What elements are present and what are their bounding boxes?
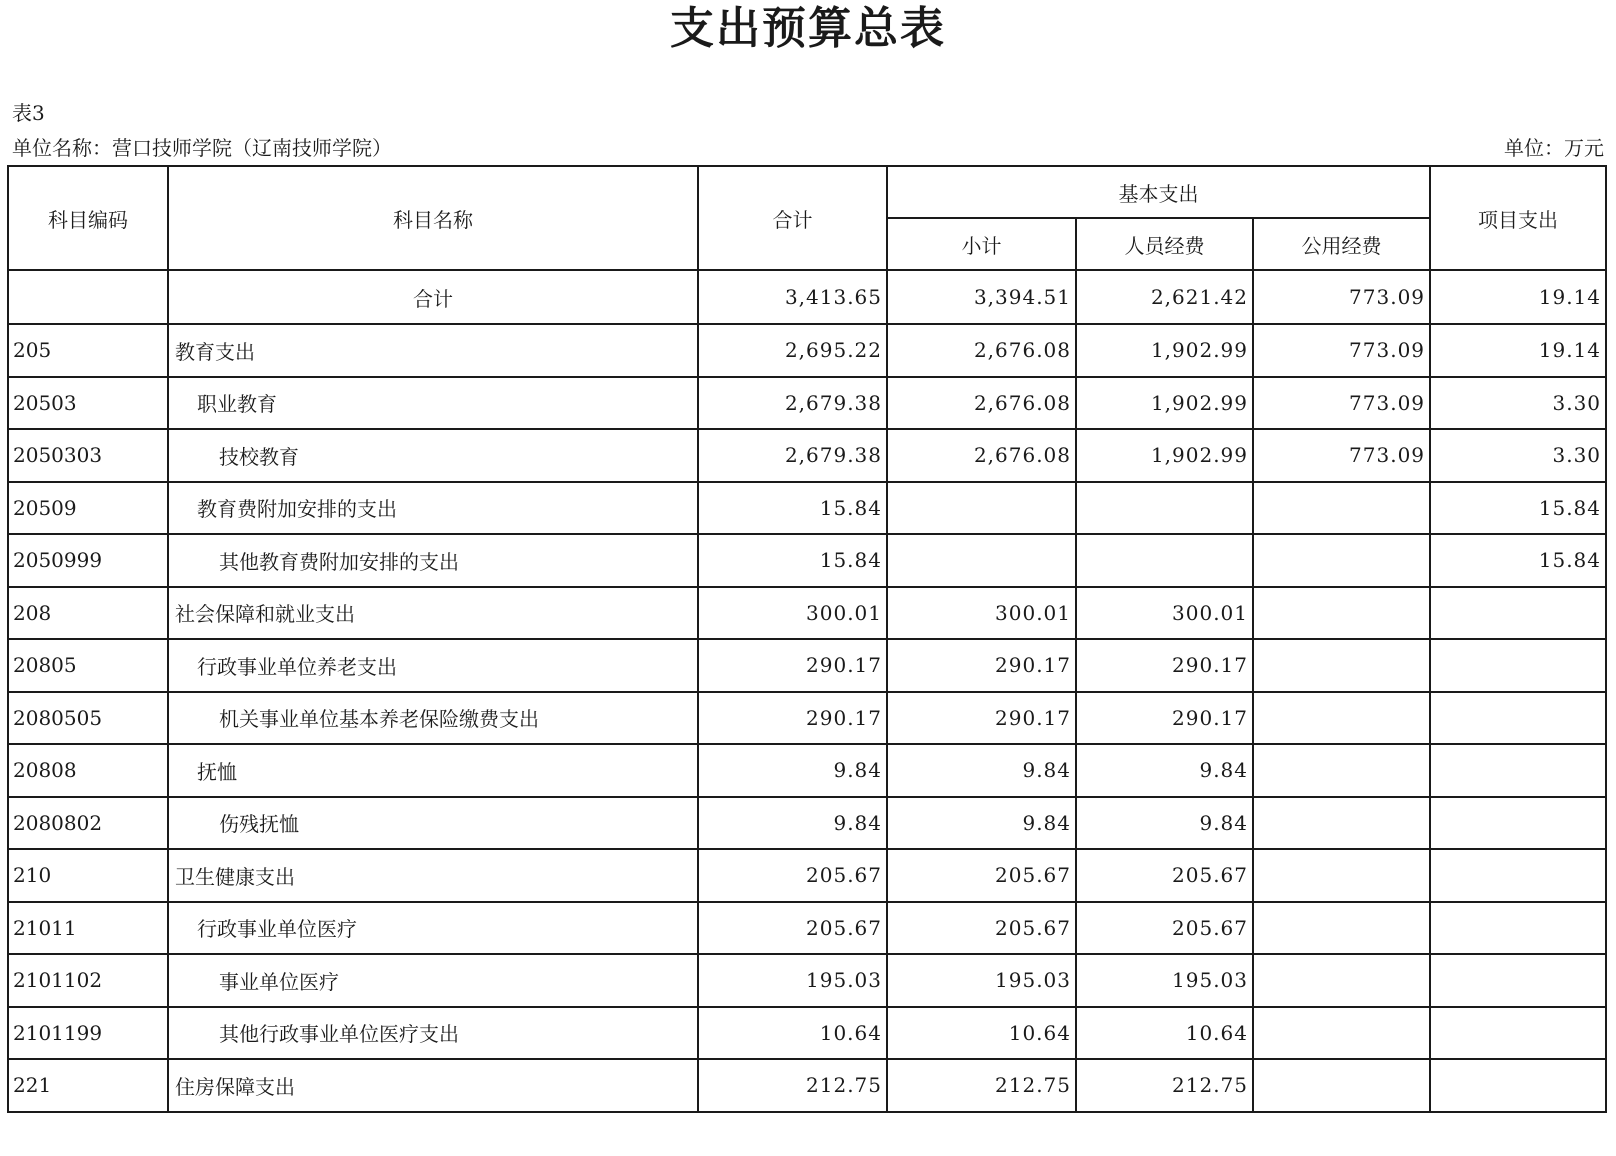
row-subtotal-cell: 2,676.08 bbox=[887, 324, 1076, 377]
header-basic: 基本支出 bbox=[887, 166, 1430, 218]
row-personnel-cell bbox=[1076, 482, 1253, 535]
row-code-cell: 21011 bbox=[8, 902, 168, 955]
row-code-cell: 221 bbox=[8, 1059, 168, 1112]
row-project-cell bbox=[1430, 954, 1606, 1007]
table-row bbox=[8, 534, 1606, 587]
table-row bbox=[8, 429, 1606, 482]
row-total-cell: 3,413.65 bbox=[698, 270, 887, 324]
row-project-cell bbox=[1430, 744, 1606, 797]
currency-unit: 单位：万元 bbox=[1504, 136, 1604, 160]
row-personnel-cell: 2,621.42 bbox=[1076, 270, 1253, 324]
row-total-cell: 2,695.22 bbox=[698, 324, 887, 377]
row-name-cell: 机关事业单位基本养老保险缴费支出 bbox=[168, 692, 698, 745]
row-code-cell: 20805 bbox=[8, 639, 168, 692]
row-code-cell: 20503 bbox=[8, 377, 168, 430]
row-public-cell bbox=[1253, 692, 1430, 745]
row-subtotal-cell: 2,676.08 bbox=[887, 429, 1076, 482]
row-personnel-cell: 205.67 bbox=[1076, 902, 1253, 955]
row-subtotal-cell: 290.17 bbox=[887, 639, 1076, 692]
row-code-cell: 2080802 bbox=[8, 797, 168, 850]
row-subtotal-cell: 205.67 bbox=[887, 902, 1076, 955]
row-code-cell: 20808 bbox=[8, 744, 168, 797]
table-row bbox=[8, 377, 1606, 430]
row-total-cell: 15.84 bbox=[698, 534, 887, 587]
row-total-cell: 205.67 bbox=[698, 849, 887, 902]
row-total-cell: 9.84 bbox=[698, 744, 887, 797]
row-public-cell bbox=[1253, 1007, 1430, 1060]
row-project-cell bbox=[1430, 902, 1606, 955]
row-personnel-cell: 1,902.99 bbox=[1076, 377, 1253, 430]
page-title: 支出预算总表 bbox=[670, 3, 946, 54]
row-project-cell bbox=[1430, 692, 1606, 745]
row-project-cell bbox=[1430, 849, 1606, 902]
header-code: 科目编码 bbox=[8, 166, 168, 270]
row-code-cell: 2050303 bbox=[8, 429, 168, 482]
row-personnel-cell: 300.01 bbox=[1076, 587, 1253, 640]
row-subtotal-cell bbox=[887, 482, 1076, 535]
row-name-cell: 职业教育 bbox=[168, 377, 698, 430]
unit-name: 单位名称：营口技师学院（辽南技师学院） bbox=[12, 136, 392, 160]
row-total-cell: 2,679.38 bbox=[698, 377, 887, 430]
row-personnel-cell: 10.64 bbox=[1076, 1007, 1253, 1060]
table-row bbox=[8, 954, 1606, 1007]
header-subtotal: 小计 bbox=[887, 218, 1076, 270]
row-name-cell: 伤残抚恤 bbox=[168, 797, 698, 850]
row-subtotal-cell: 205.67 bbox=[887, 849, 1076, 902]
table-row bbox=[8, 1007, 1606, 1060]
row-personnel-cell bbox=[1076, 534, 1253, 587]
table-row bbox=[8, 849, 1606, 902]
row-public-cell bbox=[1253, 1059, 1430, 1112]
row-total-cell: 290.17 bbox=[698, 692, 887, 745]
row-public-cell bbox=[1253, 744, 1430, 797]
row-total-cell: 300.01 bbox=[698, 587, 887, 640]
header-personnel: 人员经费 bbox=[1076, 218, 1253, 270]
row-project-cell bbox=[1430, 639, 1606, 692]
row-personnel-cell: 212.75 bbox=[1076, 1059, 1253, 1112]
row-name-cell: 抚恤 bbox=[168, 744, 698, 797]
row-personnel-cell: 9.84 bbox=[1076, 797, 1253, 850]
row-public-cell: 773.09 bbox=[1253, 324, 1430, 377]
table-row bbox=[8, 324, 1606, 377]
table-number: 表3 bbox=[12, 101, 45, 125]
row-code-cell: 20509 bbox=[8, 482, 168, 535]
table-row bbox=[8, 587, 1606, 640]
row-subtotal-cell: 9.84 bbox=[887, 744, 1076, 797]
row-code-cell: 2080505 bbox=[8, 692, 168, 745]
table-header bbox=[8, 166, 1606, 270]
row-project-cell: 3.30 bbox=[1430, 377, 1606, 430]
row-public-cell bbox=[1253, 849, 1430, 902]
row-public-cell bbox=[1253, 482, 1430, 535]
table-row bbox=[8, 902, 1606, 955]
row-name-cell: 其他教育费附加安排的支出 bbox=[168, 534, 698, 587]
row-public-cell bbox=[1253, 639, 1430, 692]
row-total-cell: 290.17 bbox=[698, 639, 887, 692]
table-row bbox=[8, 692, 1606, 745]
row-name-cell: 社会保障和就业支出 bbox=[168, 587, 698, 640]
row-total-cell: 212.75 bbox=[698, 1059, 887, 1112]
row-project-cell: 19.14 bbox=[1430, 270, 1606, 324]
row-total-cell: 15.84 bbox=[698, 482, 887, 535]
row-personnel-cell: 195.03 bbox=[1076, 954, 1253, 1007]
row-subtotal-cell: 290.17 bbox=[887, 692, 1076, 745]
row-subtotal-cell: 10.64 bbox=[887, 1007, 1076, 1060]
row-personnel-cell: 1,902.99 bbox=[1076, 429, 1253, 482]
row-name-cell: 住房保障支出 bbox=[168, 1059, 698, 1112]
row-public-cell bbox=[1253, 902, 1430, 955]
row-project-cell bbox=[1430, 1059, 1606, 1112]
row-name-cell: 教育费附加安排的支出 bbox=[168, 482, 698, 535]
row-public-cell bbox=[1253, 954, 1430, 1007]
row-project-cell: 15.84 bbox=[1430, 482, 1606, 535]
row-total-cell: 9.84 bbox=[698, 797, 887, 850]
row-name-cell: 行政事业单位养老支出 bbox=[168, 639, 698, 692]
row-name-cell: 技校教育 bbox=[168, 429, 698, 482]
row-personnel-cell: 9.84 bbox=[1076, 744, 1253, 797]
table-row bbox=[8, 744, 1606, 797]
row-code-cell: 210 bbox=[8, 849, 168, 902]
row-public-cell: 773.09 bbox=[1253, 270, 1430, 324]
row-subtotal-cell bbox=[887, 534, 1076, 587]
row-subtotal-cell: 300.01 bbox=[887, 587, 1076, 640]
table-row bbox=[8, 639, 1606, 692]
row-project-cell: 15.84 bbox=[1430, 534, 1606, 587]
row-name-cell: 行政事业单位医疗 bbox=[168, 902, 698, 955]
row-name-cell: 合计 bbox=[168, 270, 698, 324]
row-total-cell: 10.64 bbox=[698, 1007, 887, 1060]
row-code-cell: 2050999 bbox=[8, 534, 168, 587]
table-row bbox=[8, 1059, 1606, 1112]
row-public-cell: 773.09 bbox=[1253, 377, 1430, 430]
row-total-cell: 195.03 bbox=[698, 954, 887, 1007]
row-code-cell bbox=[8, 270, 168, 324]
row-project-cell: 19.14 bbox=[1430, 324, 1606, 377]
row-public-cell bbox=[1253, 587, 1430, 640]
header-public: 公用经费 bbox=[1253, 218, 1430, 270]
header-total: 合计 bbox=[698, 166, 887, 270]
row-subtotal-cell: 9.84 bbox=[887, 797, 1076, 850]
table-row bbox=[8, 270, 1606, 324]
row-project-cell: 3.30 bbox=[1430, 429, 1606, 482]
row-personnel-cell: 205.67 bbox=[1076, 849, 1253, 902]
row-name-cell: 事业单位医疗 bbox=[168, 954, 698, 1007]
row-project-cell bbox=[1430, 1007, 1606, 1060]
row-subtotal-cell: 2,676.08 bbox=[887, 377, 1076, 430]
row-name-cell: 其他行政事业单位医疗支出 bbox=[168, 1007, 698, 1060]
row-project-cell bbox=[1430, 797, 1606, 850]
row-public-cell bbox=[1253, 534, 1430, 587]
row-code-cell: 2101102 bbox=[8, 954, 168, 1007]
budget-table bbox=[7, 165, 1607, 1113]
row-project-cell bbox=[1430, 587, 1606, 640]
row-personnel-cell: 290.17 bbox=[1076, 639, 1253, 692]
row-personnel-cell: 1,902.99 bbox=[1076, 324, 1253, 377]
header-project: 项目支出 bbox=[1430, 166, 1606, 270]
row-public-cell: 773.09 bbox=[1253, 429, 1430, 482]
table-row bbox=[8, 482, 1606, 535]
row-subtotal-cell: 195.03 bbox=[887, 954, 1076, 1007]
table-row bbox=[8, 797, 1606, 850]
row-personnel-cell: 290.17 bbox=[1076, 692, 1253, 745]
row-public-cell bbox=[1253, 797, 1430, 850]
row-name-cell: 教育支出 bbox=[168, 324, 698, 377]
table-body bbox=[8, 270, 1606, 1112]
row-total-cell: 205.67 bbox=[698, 902, 887, 955]
row-name-cell: 卫生健康支出 bbox=[168, 849, 698, 902]
row-code-cell: 2101199 bbox=[8, 1007, 168, 1060]
row-subtotal-cell: 3,394.51 bbox=[887, 270, 1076, 324]
row-code-cell: 208 bbox=[8, 587, 168, 640]
row-subtotal-cell: 212.75 bbox=[887, 1059, 1076, 1112]
row-code-cell: 205 bbox=[8, 324, 168, 377]
row-total-cell: 2,679.38 bbox=[698, 429, 887, 482]
header-name: 科目名称 bbox=[168, 166, 698, 270]
